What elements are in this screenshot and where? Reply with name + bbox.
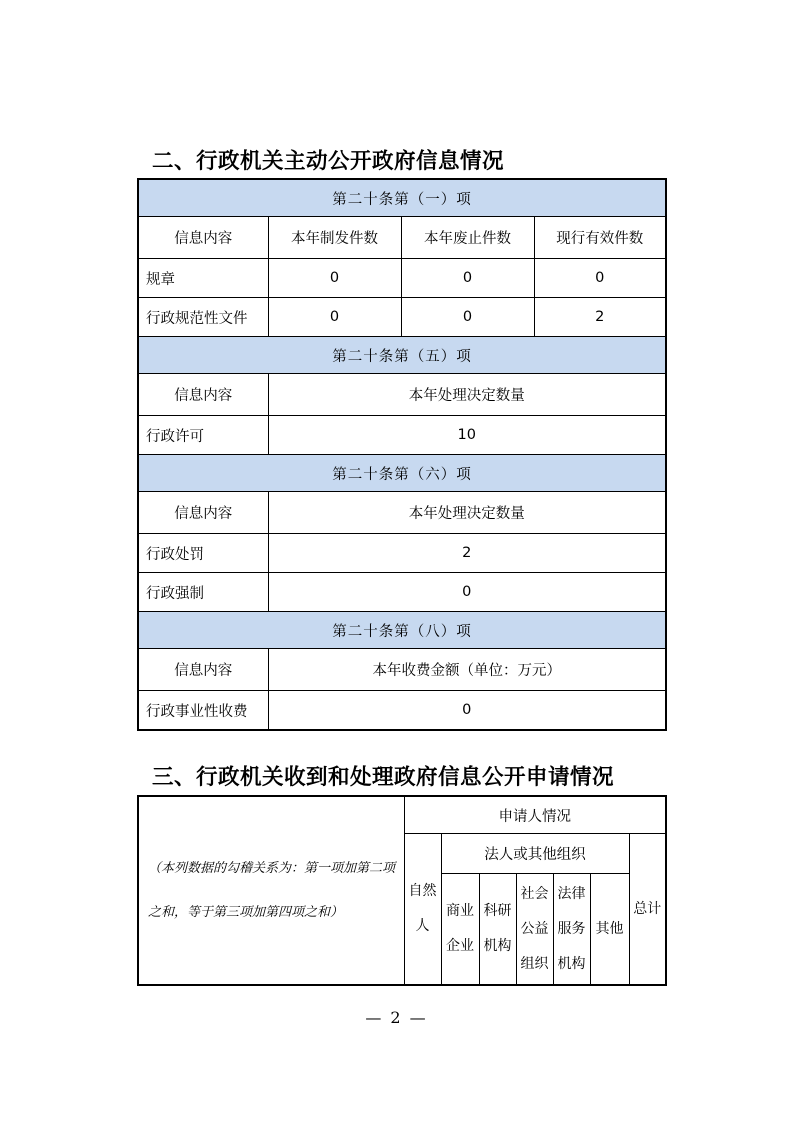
row-label: 行政处罚 [138, 534, 268, 573]
section3-title: 三、行政机关收到和处理政府信息公开申请情况 [152, 765, 615, 790]
value-cell: 0 [268, 691, 666, 731]
col-legal-service-org: 法律服务机构 [553, 874, 590, 986]
row-label: 规章 [138, 259, 268, 298]
table-row [138, 416, 666, 455]
col-research-institution: 科研机构 [479, 874, 516, 986]
value-cell: 0 [268, 259, 401, 298]
table-row [138, 612, 666, 649]
table-row [138, 337, 666, 374]
table-row [138, 649, 666, 691]
value-cell: 2 [268, 534, 666, 573]
article-band-header: 第二十条第（一）项 [138, 179, 666, 217]
row-label: 行政事业性收费 [138, 691, 268, 731]
reconciliation-note [138, 796, 404, 985]
col-natural-person: 自然人 [404, 834, 441, 986]
legal-org-header: 法人或其他组织 [441, 834, 629, 874]
table-row [138, 691, 666, 731]
article-band-header: 第二十条第（八）项 [138, 612, 666, 649]
column-header: 信息内容 [138, 649, 268, 691]
table-row [138, 217, 666, 259]
value-cell: 0 [534, 259, 666, 298]
column-header: 本年收费金额（单位：万元） [268, 649, 666, 691]
value-cell: 10 [268, 416, 666, 455]
value-cell: 0 [401, 259, 534, 298]
value-cell: 2 [534, 298, 666, 337]
table-row [138, 455, 666, 492]
column-header: 信息内容 [138, 492, 268, 534]
article-band-header: 第二十条第（六）项 [138, 455, 666, 492]
table-row [138, 259, 666, 298]
table-row [138, 534, 666, 573]
article-band-header: 第二十条第（五）项 [138, 337, 666, 374]
table-row [138, 573, 666, 612]
column-header: 现行有效件数 [534, 217, 666, 259]
column-header: 本年处理决定数量 [268, 492, 666, 534]
table-row [138, 796, 666, 834]
applicant-status-header: 申请人情况 [404, 796, 666, 834]
value-cell: 0 [401, 298, 534, 337]
value-cell: 0 [268, 298, 401, 337]
table-row [138, 374, 666, 416]
row-label: 行政许可 [138, 416, 268, 455]
column-header: 信息内容 [138, 217, 268, 259]
note-line: 之和，等于第三项加第四项之和） [148, 904, 344, 920]
row-label: 行政规范性文件 [138, 298, 268, 337]
col-total: 总计 [629, 834, 666, 986]
table-row [138, 298, 666, 337]
col-social-welfare-org: 社会公益组织 [516, 874, 553, 986]
section2-title: 二、行政机关主动公开政府信息情况 [152, 149, 505, 174]
value-cell: 0 [268, 573, 666, 612]
column-header: 信息内容 [138, 374, 268, 416]
col-business-enterprise: 商业企业 [441, 874, 479, 986]
column-header: 本年废止件数 [401, 217, 534, 259]
note-line: （本列数据的勾稽关系为：第一项加第二项 [148, 860, 396, 876]
section2-table [137, 178, 667, 731]
table-row [138, 492, 666, 534]
page-number: — 2 — [365, 1008, 428, 1027]
column-header: 本年制发件数 [268, 217, 401, 259]
col-other: 其他 [590, 874, 629, 986]
column-header: 本年处理决定数量 [268, 374, 666, 416]
table-row [138, 179, 666, 217]
section3-table [137, 795, 667, 986]
row-label: 行政强制 [138, 573, 268, 612]
